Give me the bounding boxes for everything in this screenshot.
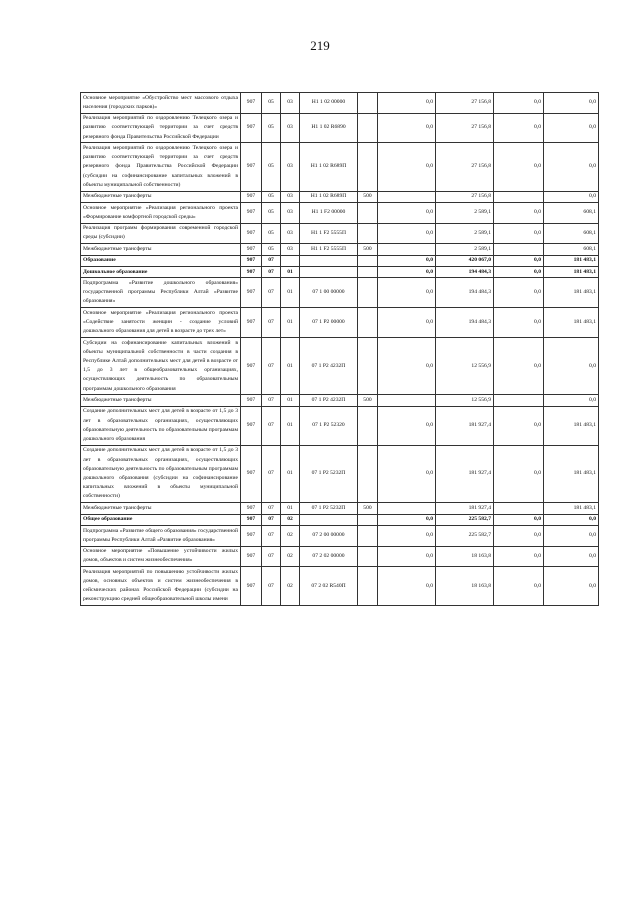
row-value-3: 0,0	[494, 202, 544, 223]
row-value-3: 0,0	[494, 567, 544, 606]
row-expense-type	[358, 143, 378, 191]
row-subsection-code: 02	[281, 567, 300, 606]
row-target-article: 07 1 P2 5232П	[300, 503, 358, 514]
row-subsection-code: 03	[281, 191, 300, 202]
row-value-4: 0,0	[544, 525, 599, 546]
table-row	[81, 546, 599, 567]
row-value-4: 608,1	[544, 202, 599, 223]
row-value-2: 27 156,8	[436, 93, 494, 114]
row-target-article: 07 2 02 00000	[300, 546, 358, 567]
budget-table	[80, 92, 599, 606]
row-value-3: 0,0	[494, 308, 544, 338]
row-value-2: 12 556,9	[436, 395, 494, 406]
row-expense-type	[358, 337, 378, 394]
row-section-code: 07	[262, 255, 281, 266]
row-expense-type	[358, 546, 378, 567]
row-name: Межбюджетные трансферты	[81, 503, 241, 514]
row-value-4: 181 483,1	[544, 503, 599, 514]
row-value-2: 18 163,8	[436, 567, 494, 606]
row-name: Реализация мероприятий по оздоровлению Телецкого озера и развитию соответствующей территории за счет средств резервного фонда Правительства Российской Федерации (субсидии на софинансирование капитальных вложений в объекты муниципальной собственности)	[81, 143, 241, 191]
row-target-article: 07 1 P2 5232П	[300, 445, 358, 502]
row-subsection-code: 03	[281, 143, 300, 191]
row-admin-code: 907	[241, 266, 262, 277]
row-admin-code: 907	[241, 567, 262, 606]
row-value-3: 0,0	[494, 113, 544, 143]
row-value-2: 194 484,3	[436, 278, 494, 308]
row-target-article: Н1 1 02 00000	[300, 93, 358, 114]
row-name: Подпрограмма «Развитие дошкольного образования» государственной программы Республики Алтай «Развитие образования»	[81, 278, 241, 308]
row-expense-type	[358, 93, 378, 114]
row-admin-code: 907	[241, 337, 262, 394]
row-name: Межбюджетные трансферты	[81, 395, 241, 406]
row-target-article: Н1 1 02 R689П	[300, 191, 358, 202]
row-value-3	[494, 395, 544, 406]
row-expense-type: 500	[358, 244, 378, 255]
table-row	[81, 514, 599, 525]
row-value-2: 181 927,4	[436, 445, 494, 502]
row-value-3: 0,0	[494, 266, 544, 277]
row-subsection-code: 03	[281, 223, 300, 244]
row-section-code: 07	[262, 406, 281, 445]
row-value-1: 0,0	[378, 113, 436, 143]
row-value-1: 0,0	[378, 525, 436, 546]
row-section-code: 05	[262, 113, 281, 143]
row-value-3: 0,0	[494, 445, 544, 502]
row-subsection-code: 02	[281, 546, 300, 567]
row-target-article: 07 2 02 R540П	[300, 567, 358, 606]
row-target-article: Н1 1 F2 00000	[300, 202, 358, 223]
row-admin-code: 907	[241, 445, 262, 502]
row-admin-code: 907	[241, 395, 262, 406]
row-admin-code: 907	[241, 546, 262, 567]
row-name: Субсидии на софинансирование капитальных вложений в объекты муниципальной собственности в части создания в Республике Алтай дополнительных мест для детей в возрасте от 1,5 до 3 лет в общеобразовательных организациях, осуществляющих деятельность по образовательным программам дошкольного образования	[81, 337, 241, 394]
row-value-4: 181 483,1	[544, 445, 599, 502]
row-subsection-code: 03	[281, 244, 300, 255]
row-value-4: 608,1	[544, 244, 599, 255]
row-value-1: 0,0	[378, 93, 436, 114]
row-expense-type	[358, 445, 378, 502]
row-section-code: 07	[262, 337, 281, 394]
row-value-2: 194 484,3	[436, 308, 494, 338]
row-subsection-code: 01	[281, 308, 300, 338]
row-section-code: 07	[262, 445, 281, 502]
page-number: 219	[310, 38, 330, 53]
row-value-2: 27 156,8	[436, 113, 494, 143]
row-value-3: 0,0	[494, 143, 544, 191]
row-section-code: 07	[262, 567, 281, 606]
row-expense-type	[358, 514, 378, 525]
row-name: Общее образование	[81, 514, 241, 525]
row-target-article: Н1 1 F2 5555П	[300, 223, 358, 244]
row-subsection-code: 01	[281, 406, 300, 445]
row-expense-type	[358, 223, 378, 244]
row-value-3: 0,0	[494, 278, 544, 308]
row-value-4: 181 483,1	[544, 278, 599, 308]
row-admin-code: 907	[241, 525, 262, 546]
row-target-article: 07 1 P2 4232П	[300, 395, 358, 406]
row-value-3: 0,0	[494, 546, 544, 567]
row-value-2: 181 927,4	[436, 406, 494, 445]
row-value-4: 0,0	[544, 337, 599, 394]
row-admin-code: 907	[241, 308, 262, 338]
row-target-article: Н1 1 02 R6890	[300, 113, 358, 143]
row-value-1: 0,0	[378, 266, 436, 277]
row-name: Создание дополнительных мест для детей в возрасте от 1,5 до 3 лет в образовательных организациях, осуществляющих образовательную деятельность по образовательным программам дошкольного образования	[81, 406, 241, 445]
row-value-1: 0,0	[378, 514, 436, 525]
row-value-3: 0,0	[494, 223, 544, 244]
table-row	[81, 191, 599, 202]
row-section-code: 07	[262, 525, 281, 546]
row-value-2: 2 589,1	[436, 244, 494, 255]
row-value-1: 0,0	[378, 546, 436, 567]
row-admin-code: 907	[241, 255, 262, 266]
row-value-2: 194 484,3	[436, 266, 494, 277]
table-row	[81, 266, 599, 277]
row-admin-code: 907	[241, 223, 262, 244]
row-value-4: 0,0	[544, 395, 599, 406]
row-subsection-code: 03	[281, 93, 300, 114]
row-subsection-code: 01	[281, 445, 300, 502]
row-value-1: 0,0	[378, 255, 436, 266]
row-value-4: 0,0	[544, 514, 599, 525]
row-value-1: 0,0	[378, 337, 436, 394]
row-target-article: Н1 1 F2 5555П	[300, 244, 358, 255]
row-value-4: 0,0	[544, 567, 599, 606]
table-row	[81, 244, 599, 255]
row-subsection-code: 03	[281, 113, 300, 143]
row-admin-code: 907	[241, 113, 262, 143]
row-value-3: 0,0	[494, 525, 544, 546]
row-section-code: 05	[262, 223, 281, 244]
row-name: Подпрограмма «Развитие общего образования» государственной программы Республики Алтай «Развитие образования»	[81, 525, 241, 546]
row-section-code: 07	[262, 546, 281, 567]
row-value-3: 0,0	[494, 93, 544, 114]
row-value-1	[378, 503, 436, 514]
row-expense-type	[358, 308, 378, 338]
table-row	[81, 395, 599, 406]
row-section-code: 07	[262, 503, 281, 514]
row-section-code: 07	[262, 514, 281, 525]
row-expense-type	[358, 202, 378, 223]
row-subsection-code: 02	[281, 525, 300, 546]
row-subsection-code: 01	[281, 266, 300, 277]
row-value-1	[378, 244, 436, 255]
row-value-1: 0,0	[378, 223, 436, 244]
row-section-code: 05	[262, 191, 281, 202]
row-target-article: 07 1 P2 4232П	[300, 337, 358, 394]
table-row	[81, 567, 599, 606]
table-row	[81, 143, 599, 191]
row-name: Межбюджетные трансферты	[81, 244, 241, 255]
row-value-4: 181 483,1	[544, 406, 599, 445]
row-admin-code: 907	[241, 191, 262, 202]
row-expense-type	[358, 113, 378, 143]
row-target-article: 07 1 P2 52320	[300, 406, 358, 445]
row-section-code: 05	[262, 202, 281, 223]
row-name: Реализация мероприятий по повышению устойчивости жилых домов, основных объектов и систем жизнеобеспечения в сейсмических районах Российской Федерации (субсидии на реконструкцию средней общеобразовательной школы имени	[81, 567, 241, 606]
row-value-1: 0,0	[378, 202, 436, 223]
row-value-3	[494, 244, 544, 255]
row-expense-type	[358, 567, 378, 606]
row-subsection-code: 03	[281, 202, 300, 223]
row-value-4: 181 483,1	[544, 308, 599, 338]
table-row	[81, 113, 599, 143]
row-value-2: 420 067,0	[436, 255, 494, 266]
row-value-1: 0,0	[378, 406, 436, 445]
row-admin-code: 907	[241, 278, 262, 308]
row-value-3: 0,0	[494, 406, 544, 445]
row-value-4: 181 483,1	[544, 255, 599, 266]
row-section-code: 05	[262, 93, 281, 114]
row-value-1: 0,0	[378, 143, 436, 191]
row-target-article: 07 1 00 00000	[300, 278, 358, 308]
row-section-code: 07	[262, 395, 281, 406]
row-value-3: 0,0	[494, 255, 544, 266]
row-value-1: 0,0	[378, 278, 436, 308]
row-value-2: 2 589,1	[436, 202, 494, 223]
row-value-1: 0,0	[378, 567, 436, 606]
row-subsection-code: 01	[281, 337, 300, 394]
row-value-1	[378, 191, 436, 202]
row-value-4: 0,0	[544, 546, 599, 567]
row-expense-type: 500	[358, 503, 378, 514]
row-admin-code: 907	[241, 244, 262, 255]
row-target-article: Н1 1 02 R689П	[300, 143, 358, 191]
row-value-2: 225 582,7	[436, 514, 494, 525]
row-value-4: 0,0	[544, 143, 599, 191]
row-value-2: 12 556,9	[436, 337, 494, 394]
row-value-2: 27 156,8	[436, 143, 494, 191]
table-row	[81, 337, 599, 394]
row-admin-code: 907	[241, 406, 262, 445]
row-value-1: 0,0	[378, 308, 436, 338]
row-value-3: 0,0	[494, 514, 544, 525]
row-subsection-code: 01	[281, 278, 300, 308]
table-row	[81, 406, 599, 445]
row-value-3	[494, 503, 544, 514]
row-value-3	[494, 191, 544, 202]
row-admin-code: 907	[241, 514, 262, 525]
row-expense-type: 500	[358, 191, 378, 202]
row-expense-type	[358, 525, 378, 546]
row-admin-code: 907	[241, 143, 262, 191]
row-value-3: 0,0	[494, 337, 544, 394]
row-target-article	[300, 266, 358, 277]
row-target-article: 07 1 P2 00000	[300, 308, 358, 338]
row-name: Межбюджетные трансферты	[81, 191, 241, 202]
row-subsection-code	[281, 255, 300, 266]
row-section-code: 07	[262, 266, 281, 277]
row-name: Основное мероприятие «Повышение устойчивости жилых домов, объектов и систем жизнеобеспечения»	[81, 546, 241, 567]
row-admin-code: 907	[241, 503, 262, 514]
row-name: Основное мероприятие «Реализация регионального проекта «Формирование комфортной городской среды»	[81, 202, 241, 223]
table-row	[81, 308, 599, 338]
row-section-code: 07	[262, 308, 281, 338]
table-row	[81, 223, 599, 244]
row-value-1	[378, 395, 436, 406]
table-row	[81, 445, 599, 502]
table-row	[81, 255, 599, 266]
table-row	[81, 503, 599, 514]
row-value-2: 27 156,8	[436, 191, 494, 202]
row-value-4: 181 483,1	[544, 266, 599, 277]
row-value-4: 0,0	[544, 113, 599, 143]
row-subsection-code: 01	[281, 395, 300, 406]
row-expense-type	[358, 266, 378, 277]
row-name: Реализация программ формирования современной городской среды (субсидии)	[81, 223, 241, 244]
row-admin-code: 907	[241, 202, 262, 223]
table-body	[81, 93, 599, 606]
row-value-2: 225 582,7	[436, 525, 494, 546]
row-expense-type	[358, 406, 378, 445]
row-admin-code: 907	[241, 93, 262, 114]
row-name: Основное мероприятие «Реализация регионального проекта «Содействие занятости женщин - создание условий дошкольного образования для детей в возрасте до трех лет»	[81, 308, 241, 338]
table-row	[81, 202, 599, 223]
row-name: Дошкольное образование	[81, 266, 241, 277]
row-name: Реализация мероприятий по оздоровлению Телецкого озера и развитию соответствующей территории за счет средств резервного фонда Правительства Российской Федерации	[81, 113, 241, 143]
row-subsection-code: 02	[281, 514, 300, 525]
row-value-1: 0,0	[378, 445, 436, 502]
row-name: Образование	[81, 255, 241, 266]
table-row	[81, 525, 599, 546]
row-expense-type	[358, 255, 378, 266]
row-value-2: 2 589,1	[436, 223, 494, 244]
row-expense-type: 500	[358, 395, 378, 406]
row-name: Создание дополнительных мест для детей в возрасте от 1,5 до 3 лет в образовательных организациях, осуществляющих образовательную деятельность по образовательным программам дошкольного образования (субсидии на софинансирование капитальных вложений в объекты муниципальной собственности)	[81, 445, 241, 502]
row-name: Основное мероприятие «Обустройство мест массового отдыха населения (городских парков)»	[81, 93, 241, 114]
row-value-4: 608,1	[544, 223, 599, 244]
row-value-4: 0,0	[544, 93, 599, 114]
row-value-4: 0,0	[544, 191, 599, 202]
row-value-2: 181 927,4	[436, 503, 494, 514]
table-row	[81, 278, 599, 308]
table-row	[81, 93, 599, 114]
row-section-code: 05	[262, 244, 281, 255]
row-section-code: 05	[262, 143, 281, 191]
row-target-article: 07 2 00 00000	[300, 525, 358, 546]
row-target-article	[300, 255, 358, 266]
row-value-2: 18 163,8	[436, 546, 494, 567]
row-subsection-code: 01	[281, 503, 300, 514]
row-target-article	[300, 514, 358, 525]
row-section-code: 07	[262, 278, 281, 308]
row-expense-type	[358, 278, 378, 308]
